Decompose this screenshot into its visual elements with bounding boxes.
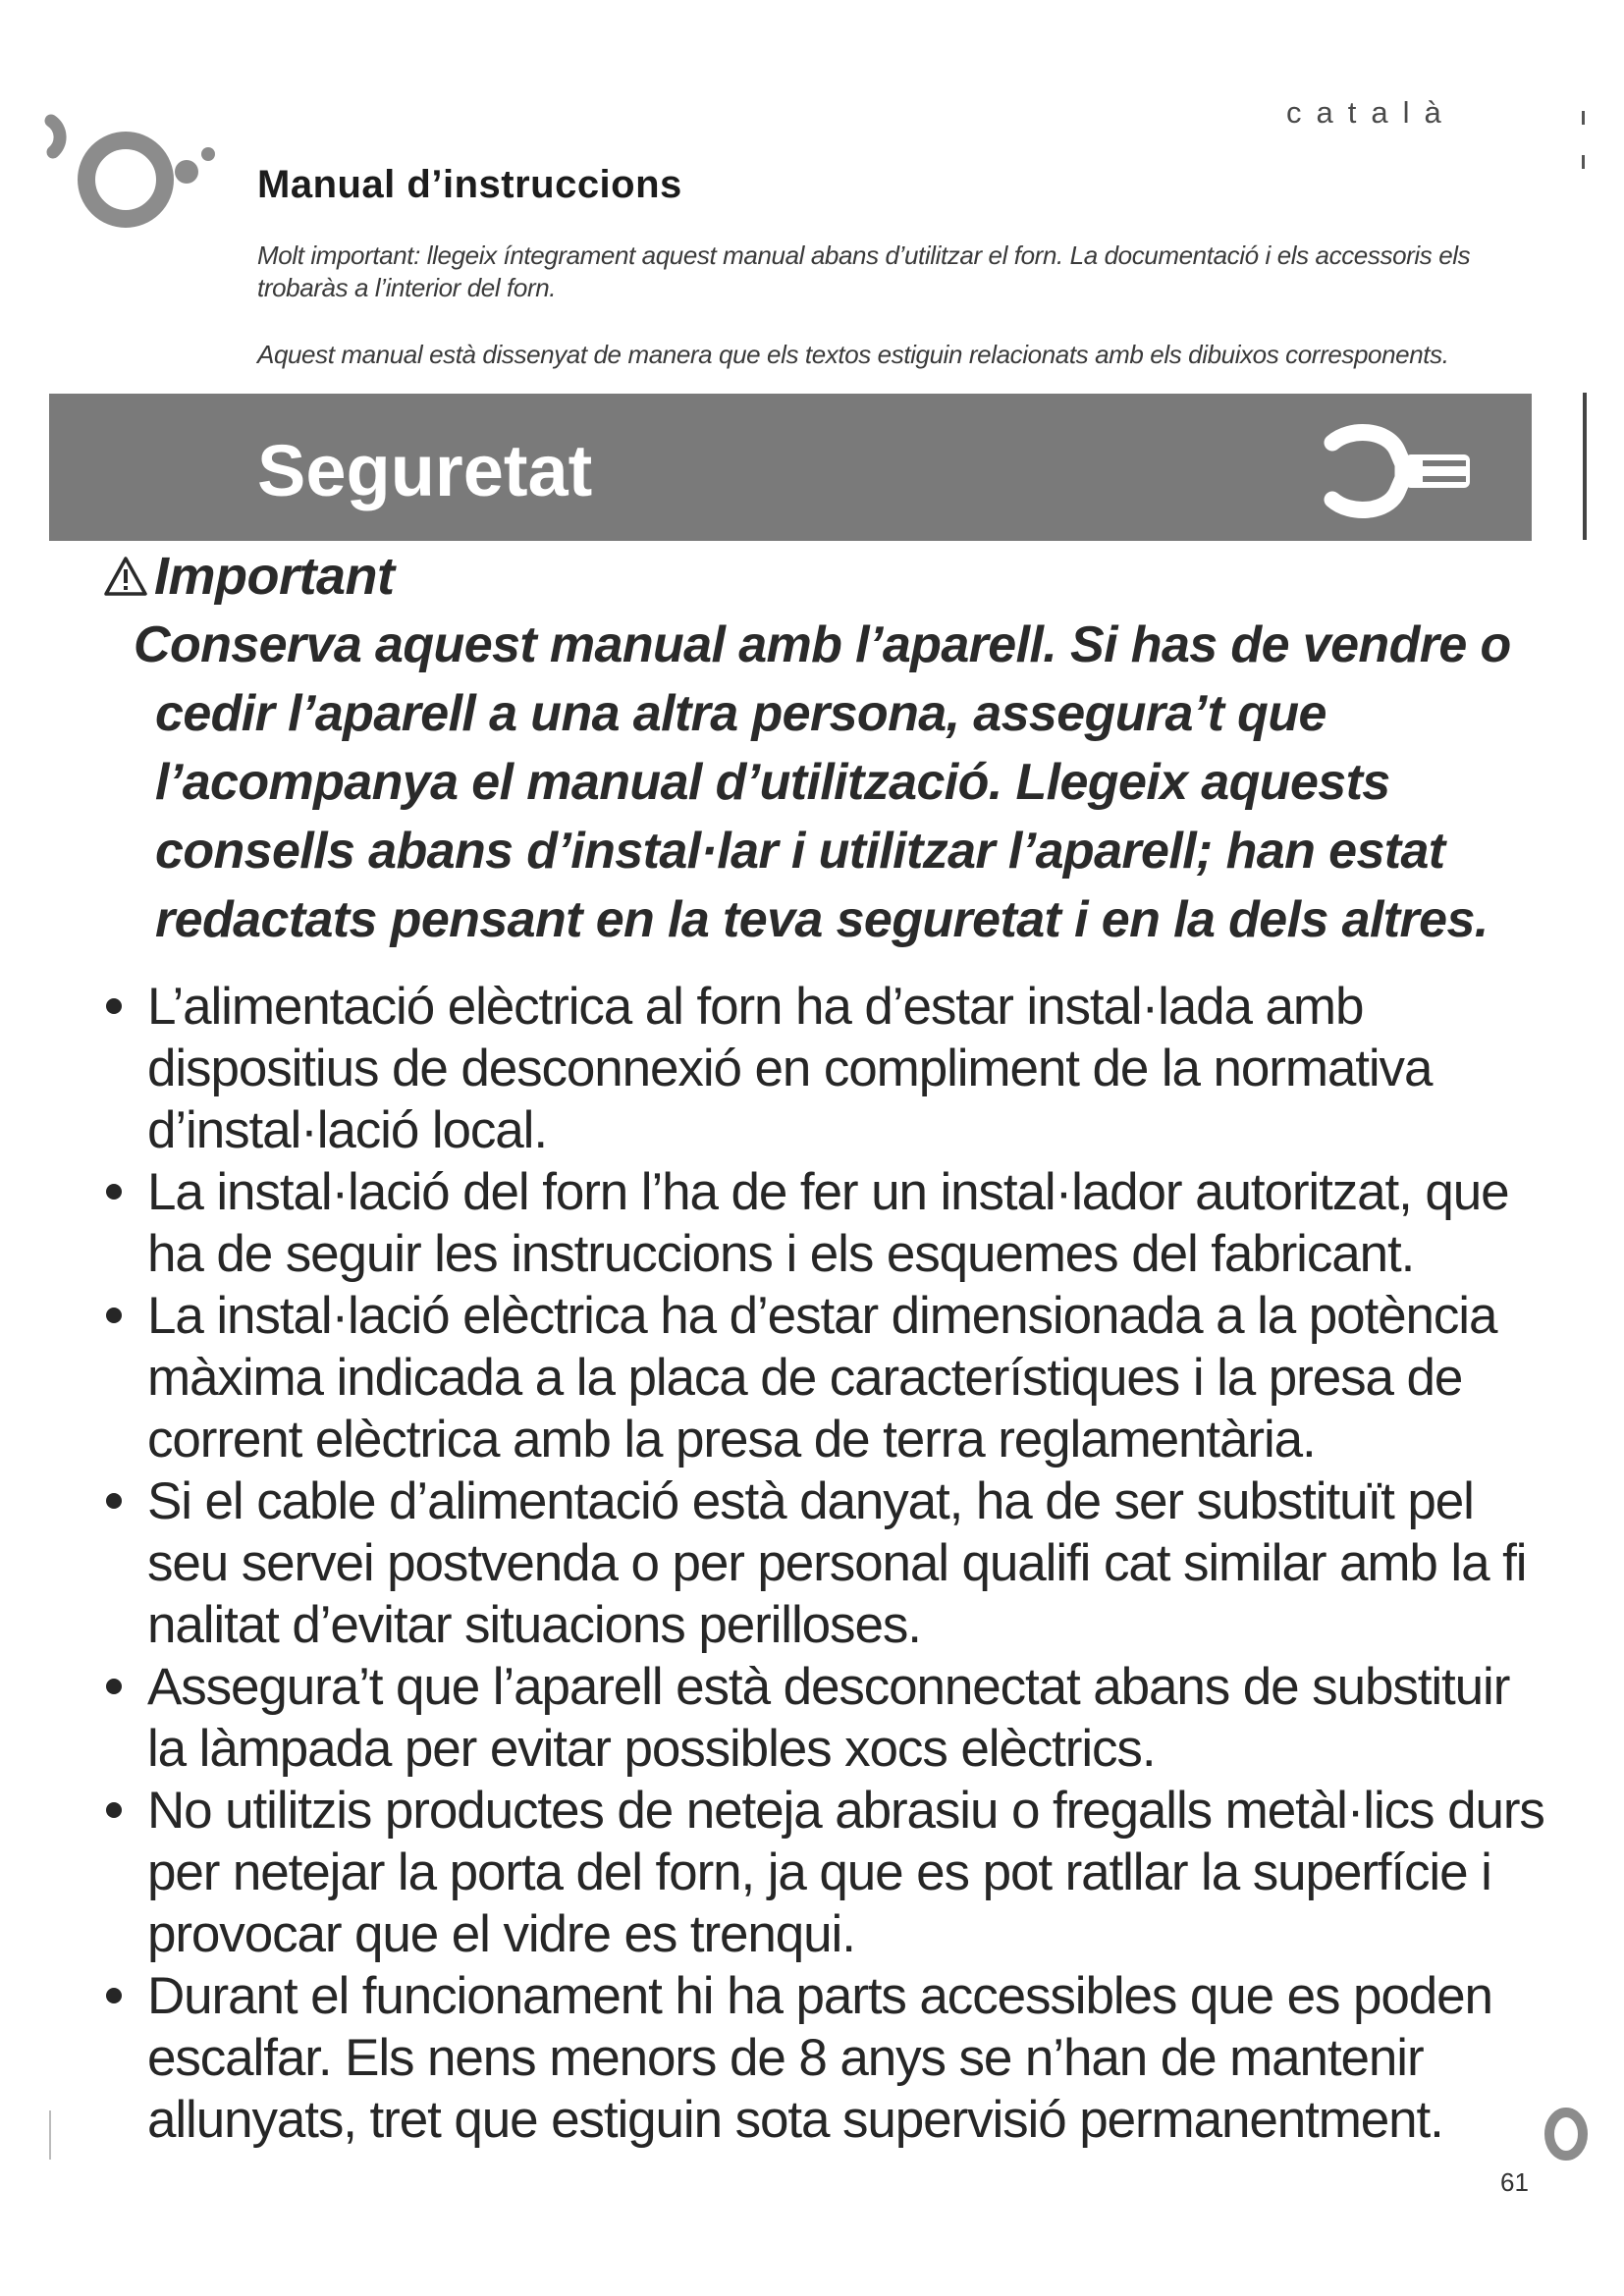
intro-paragraph: Molt important: llegeix íntegrament aquest manual abans d’utilitzar el forn. La documentació i els accessoris els trobaràs a l’interior del forn. — [257, 240, 1471, 302]
bullet-icon — [106, 998, 122, 1014]
list-item — [102, 1780, 1545, 1965]
list-item-text: La instal·lació del forn l’ha de fer un instal·lador autoritzat, que ha de seguir les instruccions i els esquemes del fabricant. — [147, 1163, 1509, 1283]
list-item — [102, 1285, 1545, 1470]
important-heading — [103, 546, 395, 607]
wrench-icon — [1311, 421, 1488, 519]
brand-logo-icon — [39, 103, 226, 240]
list-item-text: L’alimentació elèctrica al forn ha d’estar instal·lada amb dispositius de desconnexió en compliment de la normativa d’instal·lació local. — [147, 978, 1433, 1159]
section-title: Seguretat — [257, 430, 593, 511]
page-number: 61 — [1500, 2167, 1529, 2197]
manual-title: Manual d’instruccions — [257, 163, 682, 206]
warning-triangle-icon — [103, 556, 148, 597]
edge-bar — [1583, 393, 1587, 540]
bullet-icon — [106, 1988, 122, 2003]
list-item — [102, 1161, 1545, 1285]
corner-ring-icon — [1535, 2103, 1590, 2165]
list-item-text: La instal·lació elèctrica ha d’estar dimensionada a la potència màxima indicada a la placa de característiques i la presa de corrent elèctrica amb la presa de terra reglamentària. — [147, 1287, 1497, 1468]
intro-note: Aquest manual està dissenyat de manera que els textos estiguin relacionats amb els dibuixos corresponents. — [257, 340, 1449, 369]
bullet-icon — [106, 1679, 122, 1694]
bullet-icon — [106, 1184, 122, 1200]
important-warning-text: Conserva aquest manual amb l’aparell. Si has de vendre o cedir l’aparell a una altra persona, assegura’t que l’acompanya el manual d’utilització. Llegeix aquests consells abans d’instal·lar i utilitzar l’aparell; han estat redactats pensant en la teva seguretat i en la dels altres. — [134, 616, 1511, 948]
list-item-text: Assegura’t que l’aparell està desconnectat abans de substituir la làmpada per evitar possibles xocs elèctrics. — [147, 1658, 1510, 1778]
bullet-icon — [106, 1802, 122, 1818]
edge-mark — [1582, 111, 1585, 125]
list-item — [102, 976, 1545, 1161]
list-item-text: Si el cable d’alimentació està danyat, ha de ser substituït pel seu servei postvenda o per personal qualifi cat similar amb la fi nalitat d’evitar situacions perilloses. — [147, 1472, 1527, 1654]
bullet-icon — [106, 1493, 122, 1509]
list-item — [102, 1656, 1545, 1780]
bullet-icon — [106, 1308, 122, 1323]
list-item-text: No utilitzis productes de neteja abrasiu o fregalls metàl·lics durs per netejar la porta del forn, ja que es pot ratllar la superfície i provocar que el vidre es trenqui. — [147, 1782, 1544, 1963]
section-banner — [49, 394, 1532, 541]
language-label: català — [1286, 95, 1456, 130]
list-item — [102, 1470, 1545, 1656]
list-item — [102, 1965, 1545, 2151]
important-label: Important — [154, 547, 395, 606]
edge-mark — [49, 2110, 51, 2160]
list-item-text: Durant el funcionament hi ha parts accessibles que es poden escalfar. Els nens menors de 8 anys se n’han de mantenir allunyats, tret que estiguin sota supervisió permanentment. — [147, 1967, 1492, 2149]
edge-mark — [1582, 155, 1585, 169]
safety-list — [102, 976, 1545, 2151]
